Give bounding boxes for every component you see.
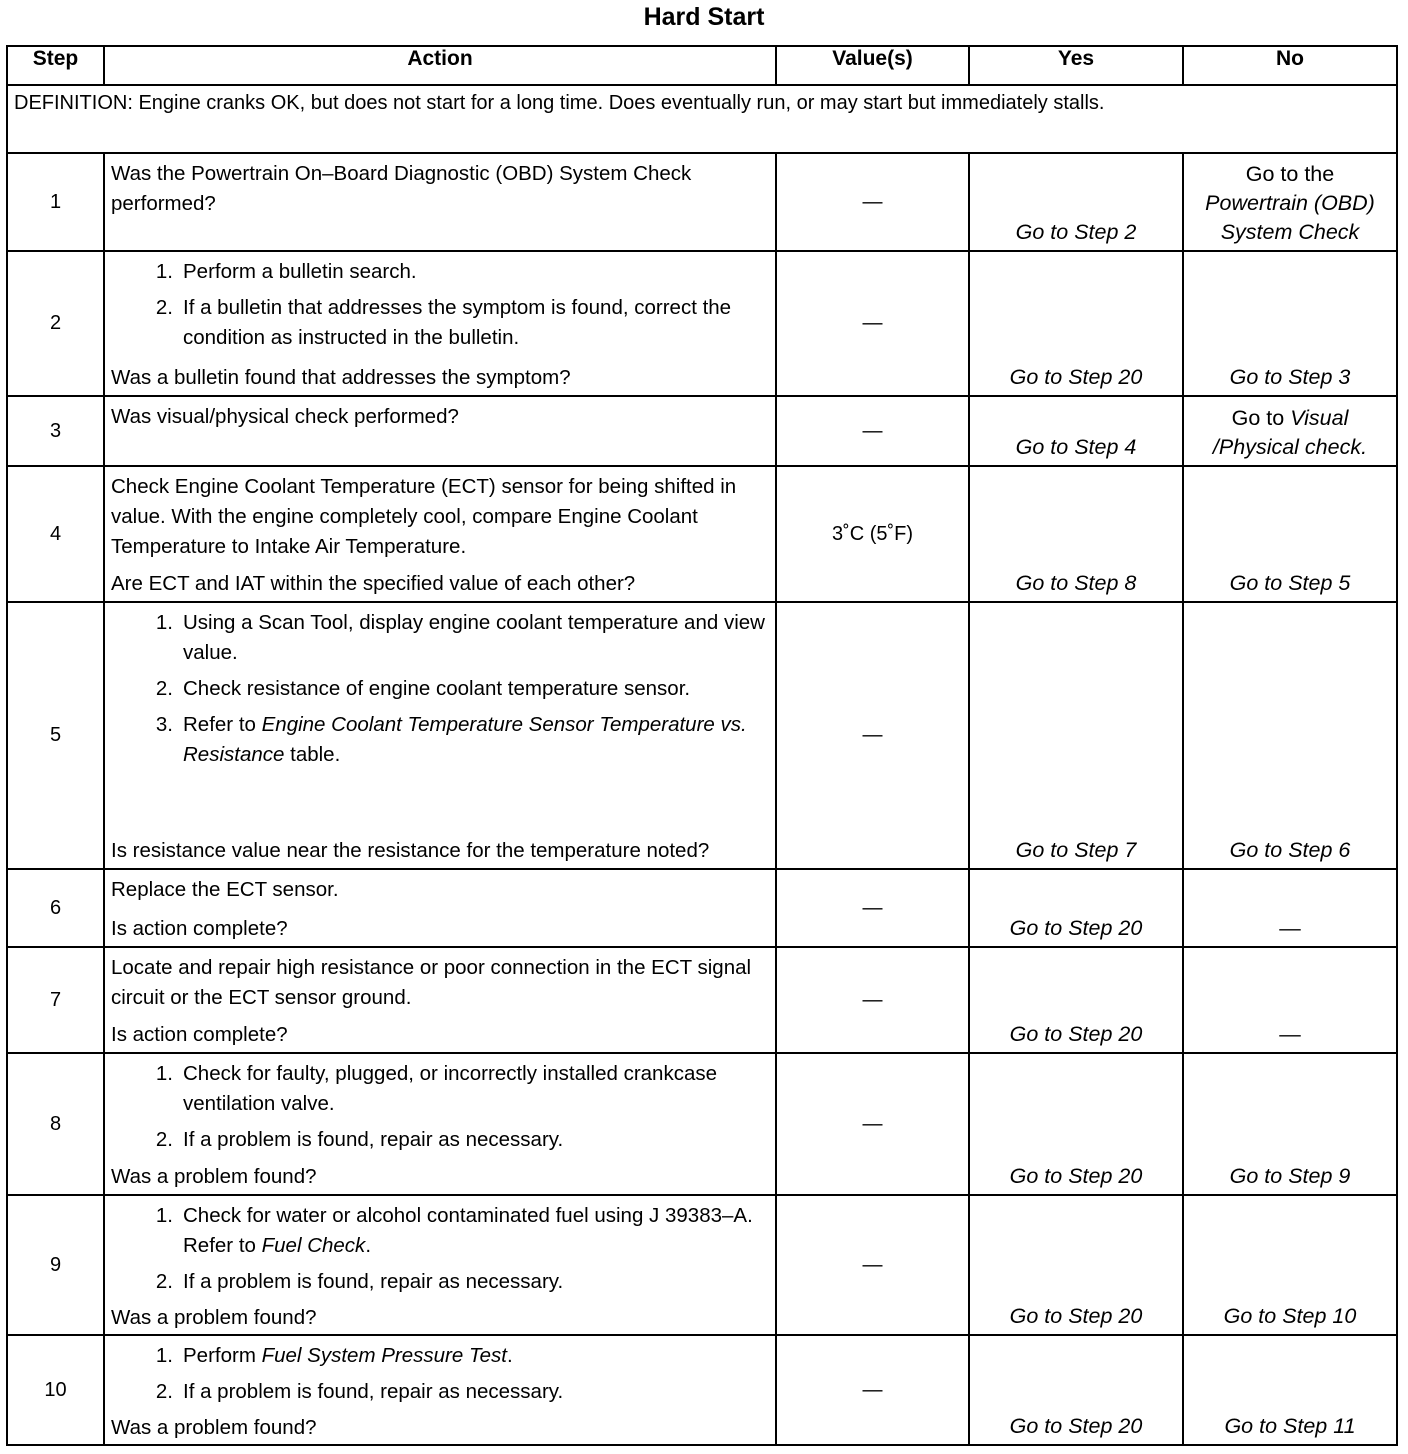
yes-text: Go to Step 2 (1015, 220, 1137, 244)
step-number: 4 (7, 466, 104, 602)
table-row (7, 947, 1397, 1053)
question-text: Was visual/physical check performed? (111, 405, 459, 428)
question-text: Was a bulletin found that addresses the symptom? (111, 366, 571, 389)
no-cell (1183, 396, 1397, 466)
action-cell (104, 1053, 776, 1195)
list-number: 2. (155, 677, 173, 700)
yes-cell (969, 396, 1183, 466)
no-cell (1183, 1335, 1397, 1445)
list-text: If a problem is found, repair as necessary. (183, 1128, 564, 1151)
list-number: 1. (155, 1062, 173, 1085)
yes-cell (969, 602, 1183, 869)
diagnostic-table (6, 45, 1398, 1446)
reference-link-text: Fuel Check (261, 1234, 366, 1257)
list-text: If a problem is found, repair as necessary. (183, 1270, 564, 1293)
list-item (111, 1377, 769, 1407)
header-values: Value(s) (776, 46, 969, 85)
list-number: 3. (155, 713, 173, 736)
no-cell (1183, 466, 1397, 602)
list-item (111, 1201, 769, 1261)
action-cell (104, 153, 776, 251)
list-text: If a bulletin that addresses the symptom is found, correct the condition as instructed in the bulletin. (183, 296, 732, 349)
list-item (111, 674, 769, 704)
list-number: 2. (155, 1380, 173, 1403)
list-item (111, 608, 769, 668)
yes-text: Go to Step 7 (1015, 838, 1137, 862)
list-item (111, 1267, 769, 1297)
no-text: Go to Step 11 (1224, 1414, 1356, 1438)
no-text: Powertrain (OBD) (1205, 191, 1375, 215)
list-item (111, 1341, 769, 1371)
action-cell (104, 869, 776, 947)
yes-text: Go to Step 20 (1009, 365, 1143, 389)
list-text: If a problem is found, repair as necessary. (183, 1380, 564, 1403)
step-number: 2 (7, 251, 104, 396)
step-number: 7 (7, 947, 104, 1053)
table-row (7, 869, 1397, 947)
question-text: Is action complete? (111, 917, 288, 940)
action-cell (104, 947, 776, 1053)
action-text: Check Engine Coolant Temperature (ECT) sensor for being shifted in value. With the engine completely cool, compare Engine Coolant Temperature to Intake Air Temperature. (111, 475, 737, 558)
list-number: 2. (155, 1270, 173, 1293)
list-text: Perform a bulletin search. (183, 260, 417, 283)
action-text: Locate and repair high resistance or poor connection in the ECT signal circuit or the ECT sensor ground. (111, 956, 752, 1009)
no-text: /Physical check. (1212, 435, 1368, 459)
value-cell: — (776, 1195, 969, 1335)
action-cell (104, 602, 776, 869)
action-cell (104, 1195, 776, 1335)
table-row (7, 1335, 1397, 1445)
list-text: Perform Fuel System Pressure Test. (183, 1344, 513, 1367)
list-item (111, 1125, 769, 1155)
yes-text: Go to Step 20 (1009, 1164, 1143, 1188)
yes-cell (969, 947, 1183, 1053)
question-text: Was a problem found? (111, 1416, 317, 1439)
yes-cell (969, 1195, 1183, 1335)
action-cell (104, 251, 776, 396)
no-link-text: Visual (1290, 406, 1349, 430)
step-number: 3 (7, 396, 104, 466)
value-cell: — (776, 396, 969, 466)
yes-cell (969, 251, 1183, 396)
value-cell: 3˚C (5˚F) (776, 466, 969, 602)
question-text: Are ECT and IAT within the specified value of each other? (111, 572, 636, 595)
reference-link-text: Fuel System Pressure Test (261, 1344, 507, 1367)
no-cell (1183, 602, 1397, 869)
list-item (111, 1059, 769, 1119)
no-text: Go to Step 3 (1229, 365, 1351, 389)
action-text: Replace the ECT sensor. (111, 878, 339, 901)
action-text: Was the Powertrain On–Board Diagnostic (OBD) System Check performed? (111, 162, 692, 215)
definition-text: DEFINITION: Engine cranks OK, but does not start for a long time. Does eventually run, or may start but immediately stalls. (7, 85, 1397, 153)
no-text: Go to Step 5 (1229, 571, 1351, 595)
yes-cell (969, 466, 1183, 602)
step-number: 9 (7, 1195, 104, 1335)
list-text: Using a Scan Tool, display engine coolant temperature and view value. (183, 611, 765, 664)
reference-link-text: Engine Coolant Temperature Sensor Temperature vs. Resistance (183, 713, 747, 766)
yes-text: Go to Step 8 (1015, 571, 1137, 595)
list-text: Check for faulty, plugged, or incorrectly installed crankcase ventilation valve. (183, 1062, 718, 1115)
no-text: — (1279, 1022, 1301, 1046)
header-action: Action (104, 46, 776, 85)
step-number: 5 (7, 602, 104, 869)
table-row (7, 1053, 1397, 1195)
no-cell (1183, 1053, 1397, 1195)
question-text: Was a problem found? (111, 1306, 317, 1329)
yes-text: Go to Step 20 (1009, 1022, 1143, 1046)
list-item (111, 710, 769, 770)
definition-row (7, 85, 1397, 153)
yes-cell (969, 153, 1183, 251)
action-cell (104, 1335, 776, 1445)
no-cell (1183, 947, 1397, 1053)
list-number: 1. (155, 260, 173, 283)
list-text: Check for water or alcohol contaminated fuel using J 39383–A. Refer to Fuel Check. (183, 1204, 753, 1257)
yes-cell (969, 1335, 1183, 1445)
yes-text: Go to Step 20 (1009, 916, 1143, 940)
value-cell: — (776, 1053, 969, 1195)
no-text: System Check (1220, 220, 1360, 244)
value-cell: — (776, 153, 969, 251)
table-row (7, 602, 1397, 869)
step-number: 8 (7, 1053, 104, 1195)
header-no: No (1183, 46, 1397, 85)
yes-cell (969, 869, 1183, 947)
no-text: Go to Step 6 (1229, 838, 1351, 862)
yes-text: Go to Step 4 (1015, 435, 1137, 459)
table-row (7, 153, 1397, 251)
no-cell (1183, 251, 1397, 396)
list-text: Check resistance of engine coolant temperature sensor. (183, 677, 691, 700)
yes-cell (969, 1053, 1183, 1195)
value-cell: — (776, 1335, 969, 1445)
step-number: 1 (7, 153, 104, 251)
table-row (7, 396, 1397, 466)
list-number: 1. (155, 611, 173, 634)
no-text: — (1279, 916, 1301, 940)
list-number: 2. (155, 1128, 173, 1151)
yes-text: Go to Step 20 (1009, 1304, 1143, 1328)
no-cell (1183, 869, 1397, 947)
action-cell (104, 466, 776, 602)
no-cell (1183, 153, 1397, 251)
list-item (111, 293, 769, 353)
value-cell: — (776, 869, 969, 947)
step-number: 10 (7, 1335, 104, 1445)
action-cell (104, 396, 776, 466)
no-text: Go to the (1245, 162, 1335, 186)
question-text: Was a problem found? (111, 1165, 317, 1188)
no-text: Go to (1231, 406, 1291, 430)
value-cell: — (776, 251, 969, 396)
no-text: Go to Step 10 (1223, 1304, 1357, 1328)
value-cell: — (776, 602, 969, 869)
table-row (7, 251, 1397, 396)
list-number: 1. (155, 1344, 173, 1367)
list-number: 1. (155, 1204, 173, 1227)
value-cell: — (776, 947, 969, 1053)
list-text: Refer to Engine Coolant Temperature Sensor Temperature vs. Resistance table. (183, 713, 747, 766)
no-cell (1183, 1195, 1397, 1335)
table-row (7, 466, 1397, 602)
list-item (111, 257, 769, 287)
header-step: Step (7, 46, 104, 85)
table-header-row (7, 46, 1397, 85)
page-title: Hard Start (643, 3, 765, 31)
no-text: Go to Step 9 (1229, 1164, 1351, 1188)
step-number: 6 (7, 869, 104, 947)
list-number: 2. (155, 296, 173, 319)
header-yes: Yes (969, 46, 1183, 85)
question-text: Is resistance value near the resistance for the temperature noted? (111, 839, 710, 862)
question-text: Is action complete? (111, 1023, 288, 1046)
table-row (7, 1195, 1397, 1335)
yes-text: Go to Step 20 (1009, 1414, 1143, 1438)
